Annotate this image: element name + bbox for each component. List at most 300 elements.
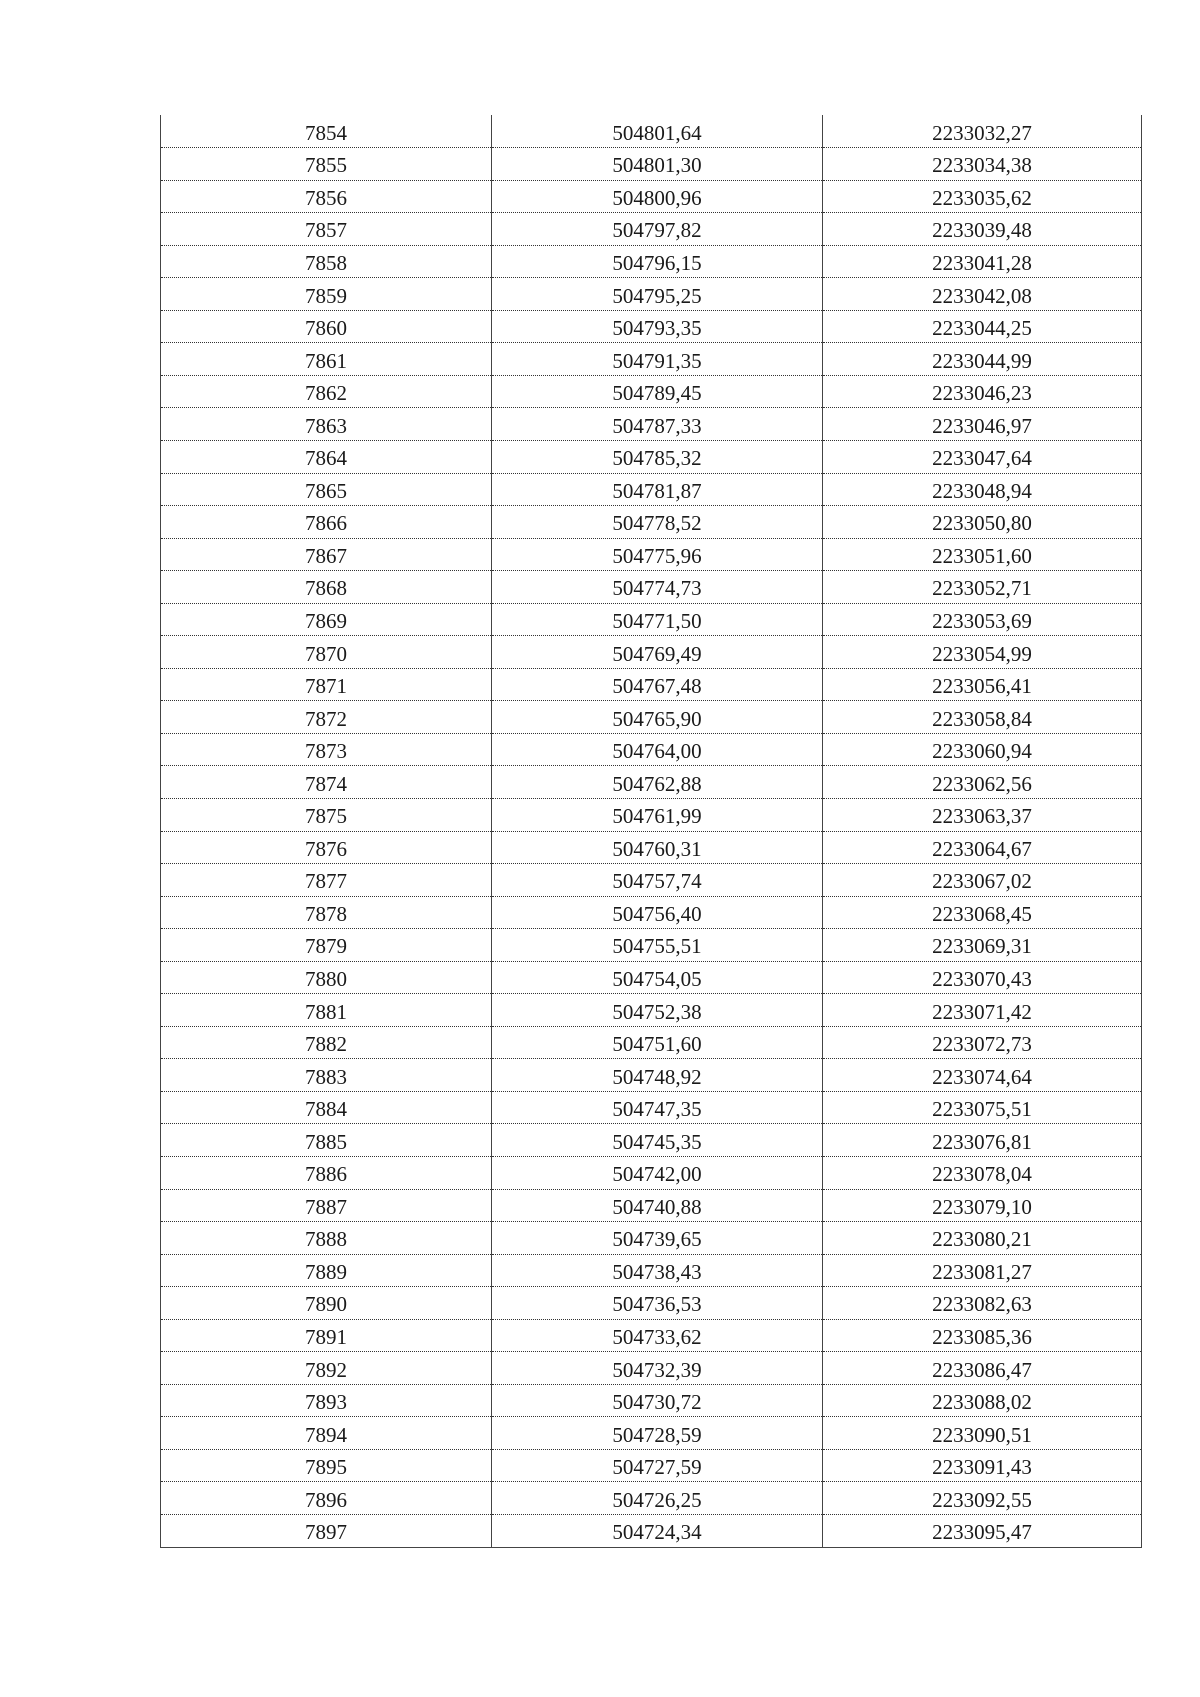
x-coordinate-value: 504795,25 bbox=[612, 283, 702, 308]
y-coordinate-cell bbox=[823, 440, 1142, 473]
point-number-value: 7870 bbox=[305, 641, 347, 666]
y-coordinate-value: 2233052,71 bbox=[932, 576, 1032, 601]
y-coordinate-value: 2233069,31 bbox=[932, 934, 1032, 959]
point-number-cell bbox=[161, 375, 492, 408]
point-number-value: 7855 bbox=[305, 153, 347, 178]
x-coordinate-cell bbox=[492, 571, 823, 604]
point-number-cell bbox=[161, 636, 492, 669]
x-coordinate-cell bbox=[492, 798, 823, 831]
point-number-value: 7886 bbox=[305, 1162, 347, 1187]
point-number-cell bbox=[161, 180, 492, 213]
point-number-cell bbox=[161, 994, 492, 1027]
x-coordinate-value: 504732,39 bbox=[612, 1357, 702, 1382]
point-number-cell bbox=[161, 1449, 492, 1482]
point-number-value: 7878 bbox=[305, 901, 347, 926]
y-coordinate-cell bbox=[823, 701, 1142, 734]
x-coordinate-value: 504727,59 bbox=[612, 1455, 702, 1480]
x-coordinate-value: 504789,45 bbox=[612, 381, 702, 406]
point-number-cell bbox=[161, 733, 492, 766]
y-coordinate-cell bbox=[823, 1091, 1142, 1124]
table-row bbox=[161, 1482, 1142, 1515]
point-number-cell bbox=[161, 473, 492, 506]
table-row bbox=[161, 571, 1142, 604]
x-coordinate-cell bbox=[492, 1449, 823, 1482]
point-number-cell bbox=[161, 343, 492, 376]
point-number-cell bbox=[161, 1254, 492, 1287]
point-number-value: 7890 bbox=[305, 1292, 347, 1317]
point-number-value: 7866 bbox=[305, 511, 347, 536]
y-coordinate-cell bbox=[823, 1287, 1142, 1320]
point-number-cell bbox=[161, 571, 492, 604]
x-coordinate-value: 504796,15 bbox=[612, 250, 702, 275]
y-coordinate-value: 2233035,62 bbox=[932, 185, 1032, 210]
x-coordinate-value: 504738,43 bbox=[612, 1259, 702, 1284]
point-number-value: 7865 bbox=[305, 478, 347, 503]
table-row bbox=[161, 1026, 1142, 1059]
x-coordinate-cell bbox=[492, 994, 823, 1027]
point-number-cell bbox=[161, 864, 492, 897]
y-coordinate-cell bbox=[823, 961, 1142, 994]
y-coordinate-value: 2233082,63 bbox=[932, 1292, 1032, 1317]
point-number-value: 7869 bbox=[305, 608, 347, 633]
y-coordinate-cell bbox=[823, 278, 1142, 311]
y-coordinate-cell bbox=[823, 1449, 1142, 1482]
y-coordinate-cell bbox=[823, 245, 1142, 278]
y-coordinate-cell bbox=[823, 1515, 1142, 1548]
x-coordinate-cell bbox=[492, 408, 823, 441]
point-number-cell bbox=[161, 1482, 492, 1515]
y-coordinate-value: 2233048,94 bbox=[932, 478, 1032, 503]
y-coordinate-cell bbox=[823, 1319, 1142, 1352]
y-coordinate-cell bbox=[823, 408, 1142, 441]
x-coordinate-cell bbox=[492, 733, 823, 766]
table-row bbox=[161, 1091, 1142, 1124]
y-coordinate-value: 2233060,94 bbox=[932, 739, 1032, 764]
y-coordinate-cell bbox=[823, 180, 1142, 213]
y-coordinate-value: 2233051,60 bbox=[932, 543, 1032, 568]
x-coordinate-cell bbox=[492, 636, 823, 669]
x-coordinate-value: 504761,99 bbox=[612, 804, 702, 829]
x-coordinate-value: 504755,51 bbox=[612, 934, 702, 959]
y-coordinate-value: 2233053,69 bbox=[932, 608, 1032, 633]
x-coordinate-cell bbox=[492, 896, 823, 929]
x-coordinate-value: 504730,72 bbox=[612, 1390, 702, 1415]
x-coordinate-cell bbox=[492, 310, 823, 343]
y-coordinate-cell bbox=[823, 115, 1142, 148]
point-number-value: 7893 bbox=[305, 1390, 347, 1415]
y-coordinate-cell bbox=[823, 343, 1142, 376]
point-number-cell bbox=[161, 310, 492, 343]
y-coordinate-cell bbox=[823, 148, 1142, 181]
table-row bbox=[161, 1515, 1142, 1548]
table-row bbox=[161, 1417, 1142, 1450]
y-coordinate-cell bbox=[823, 1026, 1142, 1059]
point-number-value: 7858 bbox=[305, 250, 347, 275]
point-number-cell bbox=[161, 1026, 492, 1059]
point-number-cell bbox=[161, 831, 492, 864]
x-coordinate-value: 504800,96 bbox=[612, 185, 702, 210]
point-number-value: 7889 bbox=[305, 1259, 347, 1284]
table-row bbox=[161, 896, 1142, 929]
x-coordinate-cell bbox=[492, 701, 823, 734]
y-coordinate-value: 2233034,38 bbox=[932, 153, 1032, 178]
x-coordinate-value: 504736,53 bbox=[612, 1292, 702, 1317]
point-number-value: 7879 bbox=[305, 934, 347, 959]
point-number-value: 7861 bbox=[305, 348, 347, 373]
x-coordinate-cell bbox=[492, 831, 823, 864]
y-coordinate-value: 2233047,64 bbox=[932, 446, 1032, 471]
x-coordinate-value: 504787,33 bbox=[612, 413, 702, 438]
x-coordinate-cell bbox=[492, 1189, 823, 1222]
x-coordinate-value: 504785,32 bbox=[612, 446, 702, 471]
y-coordinate-cell bbox=[823, 213, 1142, 246]
x-coordinate-cell bbox=[492, 864, 823, 897]
point-number-value: 7863 bbox=[305, 413, 347, 438]
x-coordinate-value: 504756,40 bbox=[612, 901, 702, 926]
table-row bbox=[161, 506, 1142, 539]
y-coordinate-value: 2233080,21 bbox=[932, 1227, 1032, 1252]
y-coordinate-value: 2233074,64 bbox=[932, 1064, 1032, 1089]
table-row bbox=[161, 213, 1142, 246]
point-number-value: 7862 bbox=[305, 381, 347, 406]
y-coordinate-value: 2233090,51 bbox=[932, 1422, 1032, 1447]
x-coordinate-value: 504757,74 bbox=[612, 869, 702, 894]
x-coordinate-value: 504751,60 bbox=[612, 1032, 702, 1057]
point-number-value: 7859 bbox=[305, 283, 347, 308]
y-coordinate-value: 2233042,08 bbox=[932, 283, 1032, 308]
x-coordinate-cell bbox=[492, 1059, 823, 1092]
point-number-cell bbox=[161, 798, 492, 831]
x-coordinate-value: 504752,38 bbox=[612, 999, 702, 1024]
point-number-cell bbox=[161, 1287, 492, 1320]
point-number-cell bbox=[161, 440, 492, 473]
x-coordinate-cell bbox=[492, 929, 823, 962]
y-coordinate-value: 2233046,97 bbox=[932, 413, 1032, 438]
x-coordinate-value: 504747,35 bbox=[612, 1097, 702, 1122]
x-coordinate-value: 504748,92 bbox=[612, 1064, 702, 1089]
x-coordinate-value: 504775,96 bbox=[612, 543, 702, 568]
point-number-cell bbox=[161, 1157, 492, 1190]
table-row bbox=[161, 929, 1142, 962]
point-number-value: 7896 bbox=[305, 1487, 347, 1512]
x-coordinate-cell bbox=[492, 766, 823, 799]
point-number-cell bbox=[161, 701, 492, 734]
y-coordinate-value: 2233046,23 bbox=[932, 381, 1032, 406]
y-coordinate-value: 2233079,10 bbox=[932, 1194, 1032, 1219]
y-coordinate-value: 2233062,56 bbox=[932, 771, 1032, 796]
point-number-cell bbox=[161, 961, 492, 994]
x-coordinate-cell bbox=[492, 148, 823, 181]
x-coordinate-cell bbox=[492, 1352, 823, 1385]
point-number-value: 7895 bbox=[305, 1455, 347, 1480]
table-row bbox=[161, 668, 1142, 701]
x-coordinate-value: 504781,87 bbox=[612, 478, 702, 503]
y-coordinate-value: 2233086,47 bbox=[932, 1357, 1032, 1382]
table-row bbox=[161, 310, 1142, 343]
point-number-value: 7867 bbox=[305, 543, 347, 568]
point-number-value: 7891 bbox=[305, 1325, 347, 1349]
y-coordinate-cell bbox=[823, 571, 1142, 604]
x-coordinate-cell bbox=[492, 1157, 823, 1190]
point-number-value: 7876 bbox=[305, 836, 347, 861]
x-coordinate-value: 504745,35 bbox=[612, 1129, 702, 1154]
point-number-cell bbox=[161, 1189, 492, 1222]
table-row bbox=[161, 148, 1142, 181]
point-number-cell bbox=[161, 148, 492, 181]
x-coordinate-cell bbox=[492, 1515, 823, 1548]
y-coordinate-value: 2233081,27 bbox=[932, 1259, 1032, 1284]
point-number-cell bbox=[161, 929, 492, 962]
x-coordinate-cell bbox=[492, 1287, 823, 1320]
y-coordinate-value: 2233050,80 bbox=[932, 511, 1032, 536]
x-coordinate-value: 504793,35 bbox=[612, 316, 702, 341]
y-coordinate-cell bbox=[823, 1222, 1142, 1255]
point-number-cell bbox=[161, 115, 492, 148]
coordinates-table-body bbox=[161, 115, 1142, 1547]
table-row bbox=[161, 766, 1142, 799]
x-coordinate-cell bbox=[492, 375, 823, 408]
point-number-value: 7854 bbox=[305, 120, 347, 145]
x-coordinate-value: 504797,82 bbox=[612, 218, 702, 243]
table-row bbox=[161, 1352, 1142, 1385]
x-coordinate-cell bbox=[492, 603, 823, 636]
y-coordinate-cell bbox=[823, 1059, 1142, 1092]
y-coordinate-cell bbox=[823, 506, 1142, 539]
x-coordinate-value: 504739,65 bbox=[612, 1227, 702, 1252]
y-coordinate-cell bbox=[823, 310, 1142, 343]
point-number-cell bbox=[161, 1384, 492, 1417]
y-coordinate-cell bbox=[823, 1417, 1142, 1450]
point-number-value: 7877 bbox=[305, 869, 347, 894]
y-coordinate-value: 2233095,47 bbox=[932, 1520, 1032, 1545]
table-row bbox=[161, 1124, 1142, 1157]
table-row bbox=[161, 245, 1142, 278]
point-number-cell bbox=[161, 278, 492, 311]
point-number-cell bbox=[161, 213, 492, 246]
y-coordinate-cell bbox=[823, 1189, 1142, 1222]
x-coordinate-value: 504724,34 bbox=[612, 1520, 702, 1545]
x-coordinate-cell bbox=[492, 1124, 823, 1157]
x-coordinate-cell bbox=[492, 961, 823, 994]
point-number-cell bbox=[161, 1222, 492, 1255]
x-coordinate-cell bbox=[492, 245, 823, 278]
x-coordinate-value: 504726,25 bbox=[612, 1487, 702, 1512]
table-row bbox=[161, 733, 1142, 766]
x-coordinate-cell bbox=[492, 115, 823, 148]
y-coordinate-cell bbox=[823, 766, 1142, 799]
x-coordinate-value: 504774,73 bbox=[612, 576, 702, 601]
point-number-cell bbox=[161, 668, 492, 701]
table-row bbox=[161, 1157, 1142, 1190]
table-row bbox=[161, 798, 1142, 831]
x-coordinate-cell bbox=[492, 668, 823, 701]
point-number-value: 7856 bbox=[305, 185, 347, 210]
point-number-value: 7887 bbox=[305, 1194, 347, 1219]
x-coordinate-cell bbox=[492, 1091, 823, 1124]
x-coordinate-cell bbox=[492, 278, 823, 311]
table-row bbox=[161, 473, 1142, 506]
y-coordinate-value: 2233039,48 bbox=[932, 218, 1032, 243]
y-coordinate-value: 2233063,37 bbox=[932, 804, 1032, 829]
y-coordinate-cell bbox=[823, 1157, 1142, 1190]
table-row bbox=[161, 408, 1142, 441]
y-coordinate-value: 2233054,99 bbox=[932, 641, 1032, 666]
point-number-cell bbox=[161, 1124, 492, 1157]
y-coordinate-value: 2233064,67 bbox=[932, 836, 1032, 861]
table-row bbox=[161, 864, 1142, 897]
table-row bbox=[161, 440, 1142, 473]
point-number-value: 7883 bbox=[305, 1064, 347, 1089]
y-coordinate-value: 2233092,55 bbox=[932, 1487, 1032, 1512]
y-coordinate-value: 2233075,51 bbox=[932, 1097, 1032, 1122]
point-number-value: 7881 bbox=[305, 999, 347, 1024]
x-coordinate-value: 504771,50 bbox=[612, 608, 702, 633]
point-number-value: 7857 bbox=[305, 218, 347, 243]
x-coordinate-value: 504762,88 bbox=[612, 771, 702, 796]
y-coordinate-cell bbox=[823, 831, 1142, 864]
x-coordinate-cell bbox=[492, 180, 823, 213]
table-row bbox=[161, 636, 1142, 669]
y-coordinate-cell bbox=[823, 1384, 1142, 1417]
x-coordinate-cell bbox=[492, 343, 823, 376]
x-coordinate-cell bbox=[492, 1319, 823, 1352]
table-row bbox=[161, 343, 1142, 376]
y-coordinate-value: 2233044,99 bbox=[932, 348, 1032, 373]
y-coordinate-cell bbox=[823, 1482, 1142, 1515]
y-coordinate-cell bbox=[823, 864, 1142, 897]
x-coordinate-value: 504791,35 bbox=[612, 348, 702, 373]
y-coordinate-cell bbox=[823, 668, 1142, 701]
x-coordinate-cell bbox=[492, 1222, 823, 1255]
x-coordinate-cell bbox=[492, 213, 823, 246]
table-row bbox=[161, 831, 1142, 864]
y-coordinate-value: 2233071,42 bbox=[932, 999, 1032, 1024]
table-row bbox=[161, 961, 1142, 994]
table-row bbox=[161, 538, 1142, 571]
y-coordinate-cell bbox=[823, 1254, 1142, 1287]
x-coordinate-cell bbox=[492, 1026, 823, 1059]
y-coordinate-cell bbox=[823, 538, 1142, 571]
point-number-cell bbox=[161, 408, 492, 441]
y-coordinate-value: 2233032,27 bbox=[932, 120, 1032, 145]
y-coordinate-value: 2233067,02 bbox=[932, 869, 1032, 894]
y-coordinate-value: 2233068,45 bbox=[932, 901, 1032, 926]
y-coordinate-cell bbox=[823, 1124, 1142, 1157]
x-coordinate-value: 504778,52 bbox=[612, 511, 702, 536]
y-coordinate-value: 2233078,04 bbox=[932, 1162, 1032, 1187]
table-row bbox=[161, 180, 1142, 213]
point-number-value: 7892 bbox=[305, 1357, 347, 1382]
table-row bbox=[161, 1449, 1142, 1482]
x-coordinate-cell bbox=[492, 1482, 823, 1515]
table-row bbox=[161, 994, 1142, 1027]
y-coordinate-value: 2233091,43 bbox=[932, 1455, 1032, 1480]
x-coordinate-cell bbox=[492, 1417, 823, 1450]
y-coordinate-cell bbox=[823, 1352, 1142, 1385]
point-number-cell bbox=[161, 766, 492, 799]
y-coordinate-value: 2233058,84 bbox=[932, 706, 1032, 731]
y-coordinate-value: 2233088,02 bbox=[932, 1390, 1032, 1415]
point-number-cell bbox=[161, 1091, 492, 1124]
point-number-cell bbox=[161, 1417, 492, 1450]
point-number-cell bbox=[161, 1319, 492, 1352]
table-row bbox=[161, 278, 1142, 311]
y-coordinate-value: 2233056,41 bbox=[932, 674, 1032, 699]
point-number-cell bbox=[161, 896, 492, 929]
x-coordinate-value: 504769,49 bbox=[612, 641, 702, 666]
y-coordinate-cell bbox=[823, 733, 1142, 766]
x-coordinate-cell bbox=[492, 1384, 823, 1417]
y-coordinate-value: 2233044,25 bbox=[932, 316, 1032, 341]
x-coordinate-value: 504728,59 bbox=[612, 1422, 702, 1447]
point-number-value: 7880 bbox=[305, 966, 347, 991]
table-row bbox=[161, 1059, 1142, 1092]
point-number-cell bbox=[161, 506, 492, 539]
table-row bbox=[161, 1384, 1142, 1417]
point-number-value: 7860 bbox=[305, 316, 347, 341]
point-number-value: 7864 bbox=[305, 446, 347, 471]
table-row bbox=[161, 1222, 1142, 1255]
x-coordinate-value: 504760,31 bbox=[612, 836, 702, 861]
point-number-cell bbox=[161, 1352, 492, 1385]
x-coordinate-value: 504742,00 bbox=[612, 1162, 702, 1187]
table-row bbox=[161, 603, 1142, 636]
point-number-value: 7868 bbox=[305, 576, 347, 601]
x-coordinate-cell bbox=[492, 440, 823, 473]
x-coordinate-value: 504733,62 bbox=[612, 1325, 702, 1349]
x-coordinate-value: 504764,00 bbox=[612, 739, 702, 764]
point-number-value: 7874 bbox=[305, 771, 347, 796]
coordinates-table bbox=[160, 115, 1142, 1548]
y-coordinate-cell bbox=[823, 603, 1142, 636]
x-coordinate-value: 504767,48 bbox=[612, 674, 702, 699]
table-row bbox=[161, 1254, 1142, 1287]
y-coordinate-value: 2233070,43 bbox=[932, 966, 1032, 991]
x-coordinate-value: 504801,64 bbox=[612, 120, 702, 145]
table-row bbox=[161, 375, 1142, 408]
point-number-value: 7882 bbox=[305, 1032, 347, 1057]
point-number-value: 7875 bbox=[305, 804, 347, 829]
point-number-cell bbox=[161, 538, 492, 571]
x-coordinate-cell bbox=[492, 473, 823, 506]
table-row bbox=[161, 1319, 1142, 1352]
table-row bbox=[161, 115, 1142, 148]
y-coordinate-value: 2233085,36 bbox=[932, 1325, 1032, 1349]
y-coordinate-cell bbox=[823, 798, 1142, 831]
point-number-value: 7897 bbox=[305, 1520, 347, 1545]
table-row bbox=[161, 1287, 1142, 1320]
point-number-value: 7888 bbox=[305, 1227, 347, 1252]
y-coordinate-cell bbox=[823, 375, 1142, 408]
x-coordinate-cell bbox=[492, 1254, 823, 1287]
point-number-value: 7873 bbox=[305, 739, 347, 764]
table-row bbox=[161, 1189, 1142, 1222]
y-coordinate-cell bbox=[823, 896, 1142, 929]
x-coordinate-value: 504754,05 bbox=[612, 966, 702, 991]
y-coordinate-cell bbox=[823, 929, 1142, 962]
x-coordinate-value: 504740,88 bbox=[612, 1194, 702, 1219]
x-coordinate-cell bbox=[492, 506, 823, 539]
point-number-value: 7871 bbox=[305, 674, 347, 699]
y-coordinate-cell bbox=[823, 473, 1142, 506]
table-row bbox=[161, 701, 1142, 734]
point-number-cell bbox=[161, 1515, 492, 1548]
y-coordinate-cell bbox=[823, 636, 1142, 669]
y-coordinate-cell bbox=[823, 994, 1142, 1027]
y-coordinate-value: 2233076,81 bbox=[932, 1129, 1032, 1154]
y-coordinate-value: 2233072,73 bbox=[932, 1032, 1032, 1057]
y-coordinate-value: 2233041,28 bbox=[932, 250, 1032, 275]
